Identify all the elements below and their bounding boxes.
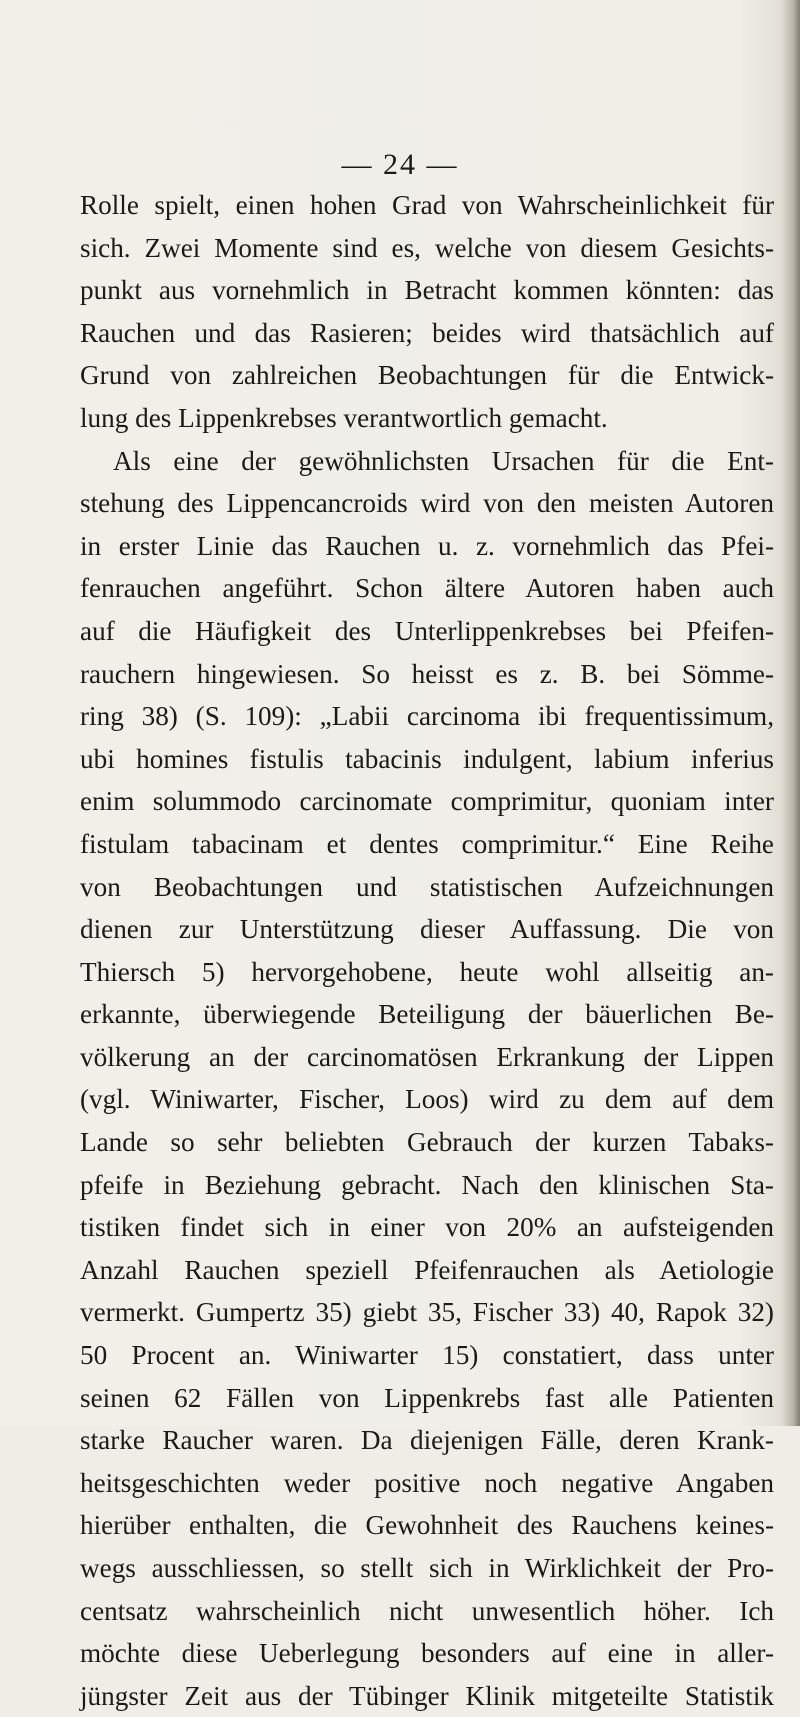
text-line: 50 Procent an. Winiwarter 15) constatiert, dass unter — [80, 1340, 774, 1371]
text-line: erkannte, überwiegende Beteiligung der bäuerlichen Be- — [80, 999, 774, 1030]
text-line: rauchern hingewiesen. So heisst es z. B. bei Sömme- — [80, 658, 774, 689]
text-line: (vgl. Winiwarter, Fischer, Loos) wird zu dem auf dem — [80, 1084, 774, 1115]
page-edge-shadow — [782, 0, 800, 1426]
text-line: von Beobachtungen und statistischen Aufzeichnungen — [80, 871, 774, 902]
text-line: hierüber enthalten, die Gewohnheit des Rauchens keines- — [80, 1510, 774, 1541]
text-line: heitsgeschichten weder positive noch negative Angaben — [80, 1467, 774, 1498]
text-line: fistulam tabacinam et dentes comprimitur.“ Eine Reihe — [80, 828, 774, 859]
text-line: dienen zur Unterstützung dieser Auffassung. Die von — [80, 914, 774, 945]
text-line: völkerung an der carcinomatösen Erkrankung der Lippen — [80, 1041, 774, 1072]
text-line: stehung des Lippencancroids wird von den meisten Autoren — [80, 488, 774, 519]
text-line: jüngster Zeit aus der Tübinger Klinik mitgeteilte Statistik — [80, 1680, 774, 1711]
text-line: Lande so sehr beliebten Gebrauch der kurzen Tabaks- — [80, 1127, 774, 1158]
text-line: Rolle spielt, einen hohen Grad von Wahrscheinlichkeit für — [80, 190, 774, 220]
text-line: möchte diese Ueberlegung besonders auf eine in aller- — [80, 1638, 774, 1669]
body-text — [80, 184, 774, 1717]
text-line: sich. Zwei Momente sind es, welche von diesem Gesichts- — [80, 232, 774, 263]
text-line: Als eine der gewöhnlichsten Ursachen für die Ent- — [113, 445, 774, 476]
text-line: Grund von zahlreichen Beobachtungen für die Entwick- — [80, 360, 774, 391]
text-line: tistiken findet sich in einer von 20% an aufsteigenden — [80, 1212, 774, 1243]
text-line: ring 38) (S. 109): „Labii carcinoma ibi frequentissimum, — [80, 701, 774, 732]
text-line: punkt aus vornehmlich in Betracht kommen könnten: das — [80, 275, 774, 306]
page-number: — 24 — — [341, 148, 459, 181]
text-line: Rauchen und das Rasieren; beides wird thatsächlich auf — [80, 317, 774, 348]
text-line: Thiersch 5) hervorgehobene, heute wohl allseitig an- — [80, 956, 774, 987]
text-line: starke Raucher waren. Da diejenigen Fälle, deren Krank- — [80, 1425, 774, 1456]
text-line: auf die Häufigkeit des Unterlippenkrebses bei Pfeifen- — [80, 615, 774, 646]
text-line: ubi homines fistulis tabacinis indulgent, labium inferius — [80, 743, 774, 774]
text-line: centsatz wahrscheinlich nicht unwesentlich höher. Ich — [80, 1595, 774, 1626]
text-line: in erster Linie das Rauchen u. z. vornehmlich das Pfei- — [80, 530, 774, 561]
text-line: lung des Lippenkrebses verantwortlich gemacht. — [80, 402, 608, 433]
text-line: enim solummodo carcinomate comprimitur, quoniam inter — [80, 786, 774, 817]
text-line: Anzahl Rauchen speziell Pfeifenrauchen als Aetiologie — [80, 1254, 774, 1285]
text-line: wegs ausschliessen, so stellt sich in Wirklichkeit der Pro- — [80, 1553, 774, 1583]
text-line: pfeife in Beziehung gebracht. Nach den klinischen Sta- — [80, 1169, 774, 1200]
text-line: vermerkt. Gumpertz 35) giebt 35, Fischer 33) 40, Rapok 32) — [80, 1297, 774, 1328]
text-line: seinen 62 Fällen von Lippenkrebs fast alle Patienten — [80, 1382, 774, 1413]
text-line: fenrauchen angeführt. Schon ältere Autoren haben auch — [80, 573, 774, 604]
